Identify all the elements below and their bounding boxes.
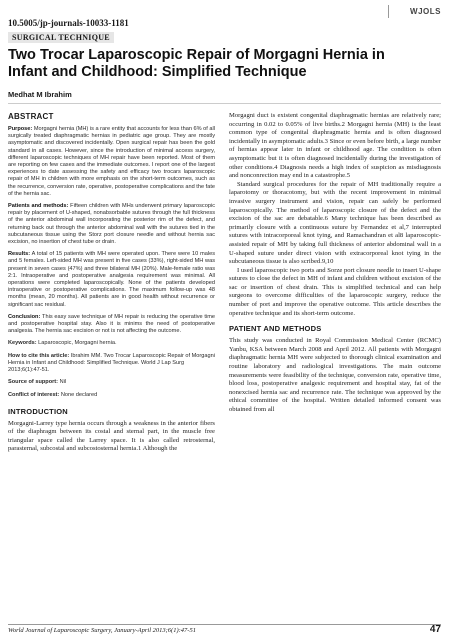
conflict-text: None declared — [60, 391, 98, 398]
citation-text: Ibrahim MM. Two Trocar Laparoscopic Repair of Morgagni Hernia in Infant and Childhood: Simplified Technique. World J Lap Surg 2013;6(1):47-51. — [8, 352, 215, 374]
abstract-patients — [8, 203, 215, 246]
patients-label: Patients and methods: — [8, 203, 69, 210]
patients-text: Fifteen children with MHs underwent primary laparoscopic repair by placement of U-shaped, nonabsorbable sutures through the full thickness of the anterior abdominal wall incorporating the posterior rim of the defect, and returning back out through the anterior abdominal wall with the sutures tied in the subcutaneous tissue using the Storz port closure needle and without hernia sac excision, no insertion of chest tube or drain. — [8, 203, 215, 246]
citation — [8, 353, 215, 375]
body-paragraph-1: Morgagni duct is existent congenital diaphragmatic hernias are relatively rare; occurring in 0.02 to 0.05% of live births.2 Morgagni hernia (MH) is the least common type of congenital diaphragmatic hernia and is often diagnosed incidentally in asymptomatic adults.3 Since or even before birth, a large number of hernias appear later in infant or childhood age. The condition is often asymptomatic but it is often diagnosed incidentally during the investigation of other conditions.4 Diagnosis needs a high index of suspicion as misdiagnosis and nonconrection may end in a catastrophe.5 — [229, 112, 441, 180]
source-of-support — [8, 379, 215, 386]
citation-label: How to cite this article: — [8, 352, 70, 359]
purpose-text: Morgagni hernia (MH) is a rare entity that accounts for less than 6% of all surgically treated diaphragmatic hernias in pediatric age group. They are mostly asymptomatic and discovered incidentally. Open surgical repair has been the gold standard in all cases. However, since the introduction of minimal access surgery, different laparoscopic techniques of MH repair have been reported. Most of them are reporting on few cases and the immediate outcomes. I report one of the largest experiences to date assessing the safety and efficacy two trocars laparoscopic repair of MH in children with more emphasis on the short-term outcomes, such as the recurrence, conversion rate, operative, postoperative complications and the fate of the hernia sac. — [8, 126, 215, 197]
right-column — [229, 112, 441, 415]
author: Medhat M Ibrahim — [8, 90, 72, 99]
support-label: Source of support: — [8, 379, 59, 386]
page-number: 47 — [429, 624, 441, 635]
abstract-purpose — [8, 126, 215, 198]
header-divider — [8, 103, 441, 104]
results-label: Results: — [8, 251, 31, 258]
section-label: SURGICAL TECHNIQUE — [8, 32, 114, 43]
introduction-heading: INTRODUCTION — [8, 406, 68, 416]
results-text: A total of 15 patients with MH were operated upon. There were 10 males and 5 females. Left-sided MH was present in five cases (33%), right-sided MH was present in seven cases (47%) and three bilateral MH (20%). Male-female ratio was 2:1. Intraoperative and postoperative analgesia requirement was minimal. All operations were completed laparoscopically. None of the patients developed intraoperative or postoperative complications. The maximum follow-up was 48 months (mean, 20 months). All patients are in good health without recurrence or significant sac residual. — [8, 251, 215, 308]
keywords — [8, 340, 215, 347]
methods-heading: PATIENT AND METHODS — [229, 324, 322, 334]
footer-journal: World Journal of Laparoscopic Surgery, January-April 2013;6(1):47-51 — [8, 627, 196, 634]
conclusion-label: Conclusion: — [8, 313, 41, 320]
abstract-conclusion — [8, 314, 215, 336]
keywords-text: Laparoscopic, Morgagni hernia. — [38, 340, 117, 347]
abstract-results — [8, 251, 215, 309]
keywords-label: Keywords: — [8, 340, 37, 347]
body-paragraph-2: Standard surgical procedures for the repair of MH traditionally require a laparotomy or thoracotomy, but with the recent improvement in minimal invasive surgery instrument and vision, repair can safely be performed laparoscopically. The method of laparoscopic closure of the defect and the excision of the sac are debatable.6 Many technique has been described as primarily closure with a continuous suture by Fernandez et al,7 interrupted sutures with intracorporeal knot tying, and Ramachandran et al8 laparoscopic-assisted repair of MH by taking full thickness of anterior abdominal wall in a U-shaped suture under direct vision with extracorporeal knot tying in the subcutaneous tissue is also scribed.9,10 — [229, 180, 441, 266]
footer-divider — [8, 624, 441, 625]
methods-paragraph: This study was conducted in Royal Commission Medical Center (RCMC) Yanbu, KSA between March 2008 and April 2012. All patients with Morgagni diaphragmatic hernia MH were subjected to thorough clinical examination and routine laboratory and radiological investigations. The main outcome measurements were feasibility of the technique, conversion rate, operative time, blood loss, postoperative analgesic requirement and hospital stay, fat of the nonexcised hernia sac and recurrence rate. The technique was approved by the ethical committee of the hospital. Written detailed informed consent was obtained from all — [229, 337, 441, 413]
doi: 10.5005/jp-journals-10033-1181 — [8, 18, 129, 28]
article-title: Two Trocar Laparoscopic Repair of Morgagni Hernia in Infant and Childhood: Simplified Technique — [8, 47, 385, 80]
conclusion-text: This easy save technique of MH repair is reducing the operative time and postoperative hospital stay. Also it is minims the need of postoperative analgesia. The hernia sac excision or not is not affecting the outcome. — [8, 313, 215, 335]
purpose-label: Purpose: — [8, 126, 33, 132]
left-column — [8, 112, 215, 454]
introduction-paragraph: Morgagni-Larrey type hernia occurs through a weakness in the anterior fibers of the diaphragm between its costal and sternal part, in the muscle free triangular space called the Larrey space. It is also called retrosternal, parasternal, subcostal and subcostosternal hernia.1 Although the — [8, 419, 215, 453]
abstract-heading: ABSTRACT — [8, 112, 54, 121]
journal-tag: WJOLS — [388, 5, 441, 18]
support-text: Nil — [59, 379, 67, 386]
conflict-label: Conflict of interest: — [8, 391, 60, 398]
conflict-of-interest — [8, 392, 215, 399]
body-paragraph-3: I used laparoscopic two ports and Sorze port closure needle to insert U-shape sutures to close the defect in MH of infant and children without excision of the sac or insertion of chest drain. This is simplified technical and can help surgeons to overcome difficulties of the laparoscopic surgery, reduce the number of port and improve the operative outcome. This article describes the operative technique and its short-term outcome. — [229, 266, 441, 317]
